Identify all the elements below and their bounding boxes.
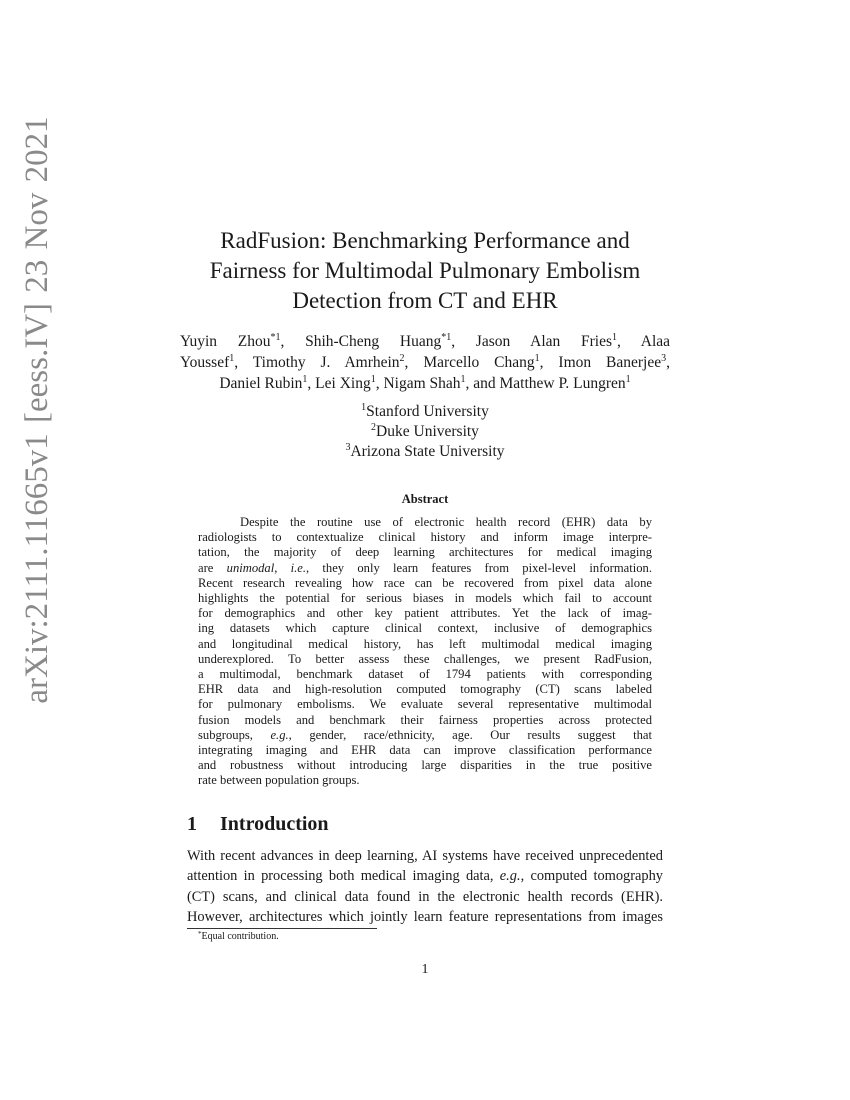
emphasis-text: i.e. bbox=[290, 560, 307, 575]
author-list bbox=[180, 331, 670, 394]
text-line bbox=[198, 545, 652, 560]
text-segment: EHR data and high-resolution computed tomography (CT) scans labeled bbox=[198, 682, 652, 697]
text-line bbox=[180, 352, 670, 373]
text-segment: , computed tomography bbox=[520, 868, 663, 885]
emphasis-text: e.g. bbox=[499, 868, 521, 885]
text-segment: , gender, race/ethnicity, age. Our results suggest that bbox=[288, 727, 652, 742]
superscript: 1 bbox=[534, 353, 540, 364]
text-segment: Yuyin Zhou bbox=[180, 333, 271, 350]
text-line bbox=[198, 591, 652, 606]
text-segment: for pulmonary embolisms. We evaluate several representative multimodal bbox=[198, 697, 652, 712]
arxiv-identifier-sidebar: arXiv:2111.11665v1 [eess.IV] 23 Nov 2021 bbox=[19, 116, 55, 704]
text-line bbox=[198, 713, 652, 728]
superscript: 1 bbox=[460, 374, 466, 385]
text-segment: , Lei Xing bbox=[307, 375, 371, 392]
superscript: 1 bbox=[302, 374, 308, 385]
text-segment: subgroups, bbox=[198, 727, 271, 742]
text-segment: Youssef bbox=[180, 354, 230, 371]
footnote-mark: * bbox=[198, 930, 202, 938]
paper-title bbox=[0, 226, 850, 316]
text-segment: highlights the potential for serious biases in models which fail to account bbox=[198, 591, 652, 606]
text-line bbox=[198, 652, 652, 667]
text-segment: radiologists to contextualize clinical history and inform image interpre- bbox=[198, 530, 652, 545]
affiliation-mark: 2 bbox=[371, 422, 377, 433]
affiliation-name: Stanford University bbox=[366, 403, 489, 420]
title-line: Detection from CT and EHR bbox=[292, 288, 558, 313]
text-segment: Daniel Rubin bbox=[219, 375, 303, 392]
text-segment: , bbox=[274, 560, 291, 575]
affiliation-name: Duke University bbox=[376, 423, 479, 440]
text-segment: tation, the majority of deep learning architectures for medical imaging bbox=[198, 545, 652, 560]
abstract-body bbox=[198, 515, 652, 789]
text-segment: rate between population groups. bbox=[198, 773, 360, 788]
text-segment: fusion models and benchmark their fairness properties across protected bbox=[198, 712, 652, 727]
text-segment: , Jason Alan Fries bbox=[451, 333, 612, 350]
page-number: 1 bbox=[421, 962, 429, 977]
superscript: *1 bbox=[270, 332, 281, 343]
text-segment: Despite the routine use of electronic health record (EHR) data by bbox=[240, 515, 652, 529]
text-line bbox=[198, 576, 652, 591]
text-line bbox=[198, 667, 652, 682]
emphasis-text: unimodal bbox=[226, 560, 275, 575]
abstract-heading: Abstract bbox=[401, 492, 449, 506]
superscript: 1 bbox=[370, 374, 376, 385]
text-line bbox=[198, 530, 652, 545]
text-segment: Recent research revealing how race can be recovered from pixel data alone bbox=[198, 575, 652, 590]
text-segment: and robustness without introducing large disparities in the true positive bbox=[198, 758, 652, 773]
superscript: 3 bbox=[661, 353, 667, 364]
text-line bbox=[180, 331, 670, 352]
text-segment: , they only learn features from pixel-level information. bbox=[306, 560, 652, 575]
affiliation-name: Arizona State University bbox=[350, 443, 505, 460]
section-title: Introduction bbox=[220, 813, 329, 835]
superscript: 1 bbox=[612, 332, 617, 343]
text-segment: , Marcello Chang bbox=[404, 354, 535, 371]
introduction-body bbox=[187, 846, 663, 927]
text-segment: With recent advances in deep learning, AI systems have received unprecedented bbox=[187, 848, 663, 864]
text-segment: , and Matthew P. Lungren bbox=[465, 375, 626, 392]
text-line bbox=[198, 697, 652, 712]
text-segment: , Timothy J. Amrhein bbox=[234, 354, 400, 371]
section-number: 1 bbox=[187, 813, 197, 835]
text-line bbox=[198, 743, 652, 758]
text-segment: , Imon Banerjee bbox=[539, 354, 662, 371]
text-line bbox=[180, 373, 670, 394]
text-line bbox=[198, 728, 652, 743]
text-line bbox=[198, 758, 652, 773]
emphasis-text: e.g. bbox=[270, 727, 289, 742]
text-segment: , Alaa bbox=[617, 333, 671, 350]
superscript: 1 bbox=[229, 353, 235, 364]
text-line bbox=[187, 887, 663, 907]
text-segment: a multimodal, benchmark dataset of 1794 patients with corresponding bbox=[198, 667, 652, 682]
text-segment: , bbox=[666, 354, 670, 371]
text-line bbox=[187, 846, 663, 866]
text-line bbox=[187, 866, 663, 886]
text-segment: attention in processing both medical imaging data, bbox=[187, 868, 500, 885]
affiliation-mark: 1 bbox=[361, 402, 367, 413]
text-line bbox=[198, 606, 652, 621]
text-segment: , Nigam Shah bbox=[375, 375, 461, 392]
text-segment: are bbox=[198, 560, 227, 575]
text-line bbox=[198, 682, 652, 697]
text-line bbox=[198, 561, 652, 576]
text-segment: , Shih-Cheng Huang bbox=[280, 333, 442, 350]
text-line bbox=[198, 515, 652, 530]
text-segment: and longitudinal medical history, has left multimodal medical imaging bbox=[198, 636, 652, 651]
affiliation bbox=[0, 442, 850, 462]
superscript: *1 bbox=[441, 332, 452, 343]
footnote-text: Equal contribution. bbox=[201, 931, 279, 942]
title-line: RadFusion: Benchmarking Performance and bbox=[220, 228, 630, 253]
text-segment: ing datasets which capture clinical context, inclusive of demographics bbox=[198, 621, 652, 636]
title-line: Fairness for Multimodal Pulmonary Embolism bbox=[209, 258, 641, 283]
text-segment: However, architectures which jointly learn feature representations from images bbox=[187, 908, 663, 925]
section-heading bbox=[187, 812, 329, 836]
text-line bbox=[198, 773, 652, 788]
text-line bbox=[198, 637, 652, 652]
text-line bbox=[187, 907, 663, 927]
affiliation bbox=[0, 402, 850, 422]
text-segment: underexplored. To better assess these challenges, we present RadFusion, bbox=[198, 651, 652, 666]
text-segment: (CT) scans, and clinical data found in the electronic health records (EHR). bbox=[187, 888, 663, 905]
footnote-rule bbox=[187, 928, 377, 929]
footnote bbox=[198, 931, 279, 942]
text-line bbox=[198, 621, 652, 636]
affiliation bbox=[0, 422, 850, 442]
affiliation-mark: 3 bbox=[345, 442, 351, 453]
text-segment: for demographics and other key patient attributes. Yet the lack of imag- bbox=[198, 606, 652, 621]
text-segment: integrating imaging and EHR data can improve classification performance bbox=[198, 743, 652, 758]
affiliations bbox=[0, 402, 850, 462]
superscript: 1 bbox=[625, 374, 631, 385]
superscript: 2 bbox=[399, 353, 405, 364]
